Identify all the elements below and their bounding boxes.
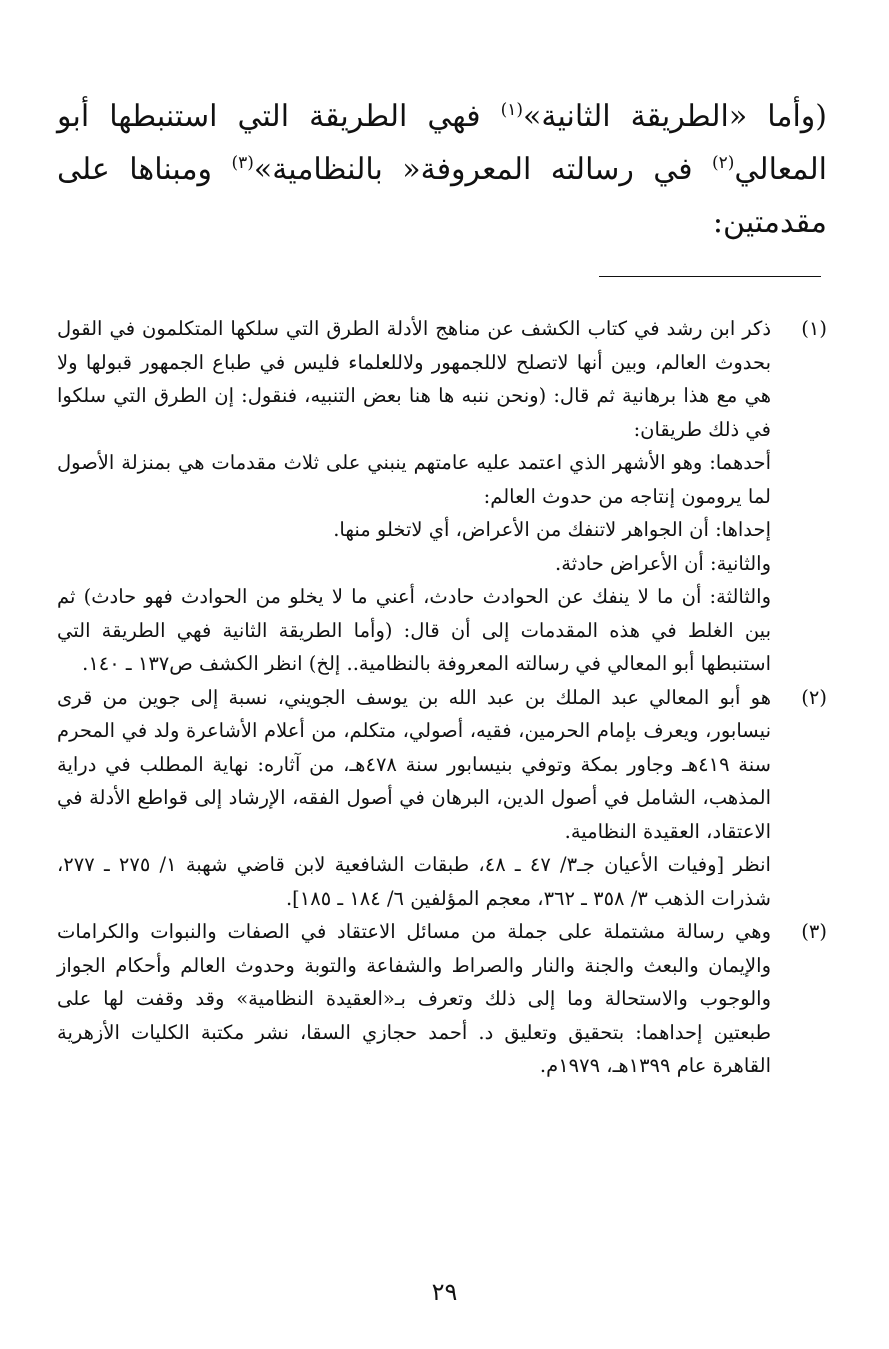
footnote-paragraph: والثانية: أن الأعراض حادثة. xyxy=(555,551,771,575)
footnote-paragraph: والثالثة: أن ما لا ينفك عن الحوادث حادث، أعني ما لا يخلو من الحوادث فهو حادث) ثم بين الغلط في هذه المقدمات إلى أن قال: (وأما الطريقة الثانية فهي الطريقة التي استنبطها أبو المعالي في رسالته المعروفة بالنظامية.. إلخ) انظر الكشف ص١٣٧ ـ ١٤٠. xyxy=(57,585,771,675)
footnote-marker-1[interactable]: (١) xyxy=(500,100,524,120)
main-text-part: (وأما «الطريقة الثانية» xyxy=(523,99,828,134)
footnote-3 xyxy=(57,915,827,1083)
main-text-part: ومبناها على مقدمتين: xyxy=(57,152,827,240)
footnotes-section xyxy=(57,312,827,1083)
footnote-2 xyxy=(57,681,827,916)
footnote-number: (١) xyxy=(801,317,827,340)
main-text-part: فهي الطريقة التي استنبطها أبو المعالي xyxy=(57,99,827,187)
main-text-part: في رسالته المعروفة« بالنظامية» xyxy=(253,152,712,187)
footnote-paragraph: هو أبو المعالي عبد الملك بن عبد الله بن يوسف الجويني، نسبة إلى جوين من قرى نيسابور، ويعرف بإمام الحرمين، فقيه، أصولي، متكلم، من أعلام الأشاعرة ولد في المحرم سنة ٤١٩هـ وجاور بمكة وتوفي بنيسابور سنة ٤٧٨هـ، من آثاره: نهاية المطلب في دراية المذهب، الشامل في أصول الدين، البرهان في أصول الفقه، الإرشاد إلى قواطع الأدلة في الاعتقاد، العقيدة النظامية. xyxy=(57,685,771,843)
footnote-number: (٢) xyxy=(801,685,827,709)
footnote-paragraph: أحدهما: وهو الأشهر الذي اعتمد عليه عامتهم ينبني على ثلاث مقدمات هي بمنزلة الأصول لما يرومون إنتاجه من حدوث العالم: xyxy=(57,451,771,508)
main-paragraph xyxy=(57,90,827,249)
footnote-paragraph: ذكر ابن رشد في كتاب الكشف عن مناهج الأدلة الطرق التي سلكها المتكلمون في القول بحدوث العالم، وبين أنها لاتصلح لاللجمهور ولاللعلماء فليس في طباع الجمهور قبولها ولا هي مع هذا برهانية ثم قال: (ونحن ننبه ها هنا بعض التنبيه، فنقول: إن الطرق التي سلكوا في ذلك طريقان: xyxy=(57,317,771,441)
page-number: ٢٩ xyxy=(431,1278,458,1306)
footnote-number: (٣) xyxy=(801,920,827,943)
footnote-marker-2[interactable]: (٢) xyxy=(712,153,735,173)
footnote-paragraph: إحداها: أن الجواهر لاتنفك من الأعراض، أي لاتخلو منها. xyxy=(333,518,771,541)
footnote-marker-3[interactable]: (٣) xyxy=(231,153,254,173)
footnote-separator xyxy=(599,276,821,277)
footnote-paragraph: وهي رسالة مشتملة على جملة من مسائل الاعتقاد في الصفات والنبوات والكرامات والإيمان والبعث والجنة والنار والصراط والشفاعة والتوبة وحدوث العالم وأحكام الجواز والوجوب والاستحالة وما إلى ذلك وتعرف بـ«العقيدة النظامية» وقد وقفت لها على طبعتين إحداهما: بتحقيق وتعليق د. أحمد حجازي السقا، نشر مكتبة الكليات الأزهرية القاهرة عام ١٣٩٩هـ، ١٩٧٩م. xyxy=(57,920,771,1077)
footnote-1 xyxy=(57,312,827,681)
footnote-paragraph: انظر [وفيات الأعيان جـ٣/ ٤٧ ـ ٤٨، طبقات الشافعية لابن قاضي شهبة ١/ ٢٧٥ ـ ٢٧٧، شذرات الذهب ٣/ ٣٥٨ ـ ٣٦٢، معجم المؤلفين ٦/ ١٨٤ ـ ١٨٥]. xyxy=(57,853,771,910)
